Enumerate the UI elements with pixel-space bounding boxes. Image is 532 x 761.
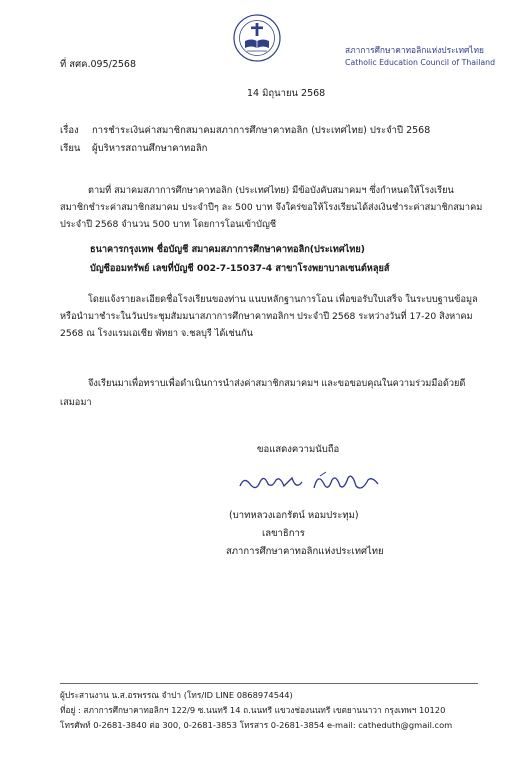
signer-position: เลขาธิการ [262, 528, 305, 539]
handwritten-signature-icon [236, 466, 386, 496]
letter-date: 14 มิถุนายน 2568 [247, 88, 326, 99]
closing-phrase: ขอแสดงความนับถือ [257, 444, 340, 455]
paragraph-line: 2568 ณ โรงแรมเอเชีย พัทยา จ.ชลบุรี ได้เช่นกัน [60, 328, 253, 339]
footer-address: ที่อยู่ : สภาการศึกษาคาทอลิกฯ 122/9 ซ.นนทรี 14 ถ.นนทรี แขวงช่องนนทรี เขตยานนาวา กรุงเทพฯ 10120 [60, 705, 446, 715]
organization-name-thai: สภาการศึกษาคาทอลิกแห่งประเทศไทย [345, 45, 484, 55]
catholic-education-council-seal-icon [233, 14, 281, 62]
reference-number: ที่ สศค.095/2568 [60, 59, 136, 70]
signer-organization: สภาการศึกษาคาทอลิกแห่งประเทศไทย [226, 546, 384, 557]
bank-account-details [90, 240, 389, 278]
paragraph-line: หรือนำมาชำระในวันประชุมสัมมนาสภาการศึกษาคาทอลิกฯ ประจำปี 2568 ระหว่างวันที่ 17-20 สิงหาคม [60, 311, 473, 322]
paragraph-line: ประจำปี 2568 จำนวน 500 บาท โดยการโอนเข้าบัญชี [60, 219, 277, 230]
paragraph-line: โดยแจ้งรายละเอียดชื่อโรงเรียนของท่าน แนบหลักฐานการโอน เพื่อขอรับใบเสร็จ ในระบบฐานข้อมูล [88, 294, 478, 305]
subject-text: การชำระเงินค่าสมาชิกสมาคมสภาการศึกษาคาทอลิก (ประเทศไทย) ประจำปี 2568 [92, 125, 431, 136]
organization-name-english: Catholic Education Council of Thailand [345, 58, 496, 67]
paragraph-line: ตามที่ สมาคมสภาการศึกษาคาทอลิก (ประเทศไทย) มีข้อบังคับสมาคมฯ ซึ่งกำหนดให้โรงเรียน [88, 185, 454, 196]
body-paragraph-2 [60, 291, 478, 342]
recipient-text: ผู้บริหารสถานศึกษาคาทอลิก [92, 143, 208, 154]
signer-name: (บาทหลวงเอกรัตน์ หอมประทุม) [229, 510, 359, 521]
paragraph-line: สมาชิกชำระค่าสมาชิกสมาคม ประจำปีๆ ละ 500 บาท จึงใคร่ขอให้โรงเรียนได้ส่งเงินชำระค่าสมาชิกสมาคม [60, 202, 483, 213]
body-paragraph-1 [60, 182, 483, 233]
bank-line: บัญชีออมทรัพย์ เลขที่บัญชี 002-7-15037-4 สาขาโรงพยาบาลเซนต์หลุยส์ [90, 263, 390, 274]
footer-contact: โทรศัพท์ 0-2681-3840 ต่อ 300, 0-2681-3853 โทรสาร 0-2681-3854 e-mail: catheduth@gmail.com [60, 720, 453, 730]
footer-coordinator: ผู้ประสานงาน น.ส.อรพรรณ จำปา (โทร/ID LINE 0868974544) [60, 690, 293, 700]
bank-line: ธนาคารกรุงเทพ ชื่อบัญชี สมาคมสภาการศึกษาคาทอลิก(ประเทศไทย) [90, 244, 365, 255]
recipient-label: เรียน [60, 143, 81, 154]
subject-label: เรื่อง [60, 125, 79, 136]
footer-divider [60, 683, 478, 684]
paragraph-line: จึงเรียนมาเพื่อทราบเพื่อดำเนินการนำส่งค่าสมาชิกสมาคมฯ และขอขอบคุณในความร่วมมือด้วยดี [88, 378, 466, 389]
body-paragraph-3 [60, 374, 465, 412]
paragraph-line: เสมอมา [60, 397, 92, 408]
